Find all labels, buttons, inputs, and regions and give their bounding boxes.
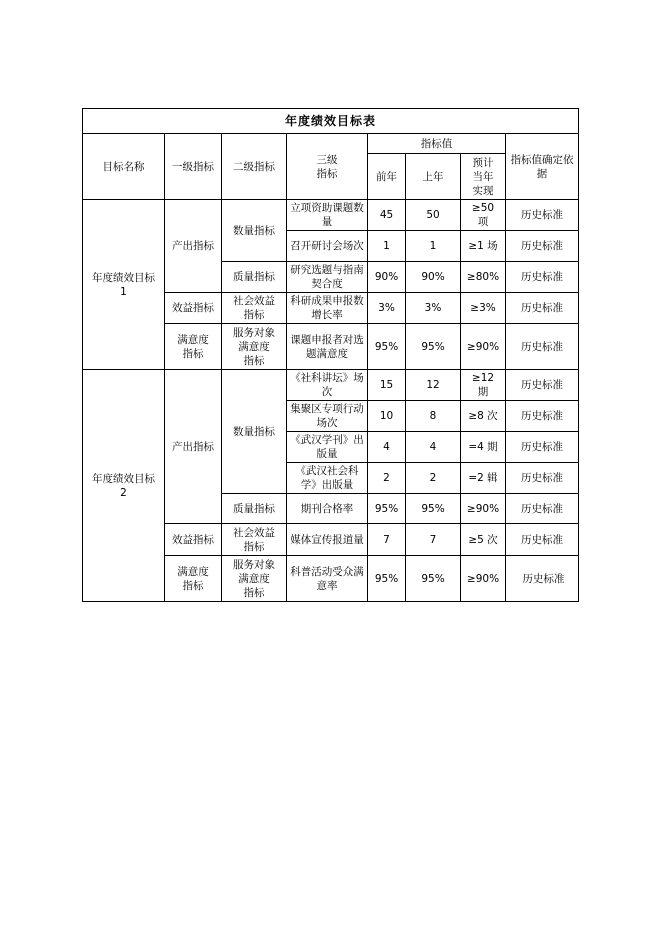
prev-year-value: 95% bbox=[368, 494, 406, 524]
prev-year-value: 1 bbox=[368, 231, 406, 262]
expected-value: ≥90% bbox=[461, 324, 506, 370]
expected-value: ≥80% bbox=[461, 262, 506, 293]
level2-quantity: 数量指标 bbox=[222, 370, 287, 494]
basis-value: 历史标准 bbox=[506, 432, 579, 463]
prev-year-value: 90% bbox=[368, 262, 406, 293]
expected-value: =4 期 bbox=[461, 432, 506, 463]
expected-value: ≥8 次 bbox=[461, 401, 506, 432]
expected-value: ≥50 项 bbox=[461, 200, 506, 231]
indicator: 集聚区专项行动场次 bbox=[287, 401, 368, 432]
prev-year-value: 10 bbox=[368, 401, 406, 432]
indicator: 《武汉学刊》出版量 bbox=[287, 432, 368, 463]
level1-output: 产出指标 bbox=[165, 370, 222, 524]
prev-year-value: 95% bbox=[368, 556, 406, 602]
header-level2: 二级指标 bbox=[222, 134, 287, 200]
header-goal-name: 目标名称 bbox=[83, 134, 165, 200]
last-year-value: 3% bbox=[406, 293, 461, 324]
basis-value: 历史标准 bbox=[506, 463, 579, 494]
goal-name: 年度绩效目标 2 bbox=[83, 370, 165, 602]
expected-value: =2 辑 bbox=[461, 463, 506, 494]
level2-service-satisfaction: 服务对象 满意度 指标 bbox=[222, 324, 287, 370]
prev-year-value: 3% bbox=[368, 293, 406, 324]
basis-value: 历史标准 bbox=[506, 262, 579, 293]
expected-value: ≥90% bbox=[461, 494, 506, 524]
basis-value: 历史标准 bbox=[506, 401, 579, 432]
indicator: 召开研讨会场次 bbox=[287, 231, 368, 262]
prev-year-value: 15 bbox=[368, 370, 406, 401]
indicator: 科研成果申报数增长率 bbox=[287, 293, 368, 324]
goal-name: 年度绩效目标 1 bbox=[83, 200, 165, 370]
table-row bbox=[83, 370, 579, 401]
level2-service-satisfaction: 服务对象 满意度 指标 bbox=[222, 556, 287, 602]
indicator: 科普活动受众满意率 bbox=[287, 556, 368, 602]
basis-value: 历史标准 bbox=[506, 556, 579, 602]
header-last-year: 上年 bbox=[406, 154, 461, 200]
level1-satisfaction: 满意度 指标 bbox=[165, 324, 222, 370]
header-basis: 指标值确定依据 bbox=[506, 134, 579, 200]
level2-quality: 质量指标 bbox=[222, 262, 287, 293]
level1-satisfaction: 满意度 指标 bbox=[165, 556, 222, 602]
level2-social-benefit: 社会效益 指标 bbox=[222, 293, 287, 324]
level1-output: 产出指标 bbox=[165, 200, 222, 293]
header-level1: 一级指标 bbox=[165, 134, 222, 200]
indicator: 课题申报者对选题满意度 bbox=[287, 324, 368, 370]
indicator: 媒体宣传报道量 bbox=[287, 524, 368, 556]
last-year-value: 95% bbox=[406, 494, 461, 524]
last-year-value: 12 bbox=[406, 370, 461, 401]
last-year-value: 50 bbox=[406, 200, 461, 231]
last-year-value: 2 bbox=[406, 463, 461, 494]
expected-value: ≥1 场 bbox=[461, 231, 506, 262]
expected-value: ≥90% bbox=[461, 556, 506, 602]
header-expected: 预计 当年 实现 bbox=[461, 154, 506, 200]
indicator: 《武汉社会科学》出版量 bbox=[287, 463, 368, 494]
last-year-value: 95% bbox=[406, 324, 461, 370]
header-prev-year: 前年 bbox=[368, 154, 406, 200]
indicator: 研究选题与指南契合度 bbox=[287, 262, 368, 293]
table-row bbox=[83, 200, 579, 231]
last-year-value: 8 bbox=[406, 401, 461, 432]
performance-goals-table bbox=[82, 108, 579, 602]
level2-quality: 质量指标 bbox=[222, 494, 287, 524]
indicator: 期刊合格率 bbox=[287, 494, 368, 524]
level1-benefit: 效益指标 bbox=[165, 524, 222, 556]
prev-year-value: 4 bbox=[368, 432, 406, 463]
last-year-value: 90% bbox=[406, 262, 461, 293]
prev-year-value: 95% bbox=[368, 324, 406, 370]
level1-benefit: 效益指标 bbox=[165, 293, 222, 324]
last-year-value: 4 bbox=[406, 432, 461, 463]
expected-value: ≥12 期 bbox=[461, 370, 506, 401]
level2-quantity: 数量指标 bbox=[222, 200, 287, 262]
basis-value: 历史标准 bbox=[506, 494, 579, 524]
last-year-value: 95% bbox=[406, 556, 461, 602]
basis-value: 历史标准 bbox=[506, 231, 579, 262]
basis-value: 历史标准 bbox=[506, 370, 579, 401]
basis-value: 历史标准 bbox=[506, 200, 579, 231]
level2-social-benefit: 社会效益 指标 bbox=[222, 524, 287, 556]
last-year-value: 1 bbox=[406, 231, 461, 262]
header-indicator-value: 指标值 bbox=[368, 134, 506, 154]
basis-value: 历史标准 bbox=[506, 524, 579, 556]
prev-year-value: 2 bbox=[368, 463, 406, 494]
indicator: 立项资助课题数量 bbox=[287, 200, 368, 231]
header-level3: 三级 指标 bbox=[287, 134, 368, 200]
last-year-value: 7 bbox=[406, 524, 461, 556]
expected-value: ≥3% bbox=[461, 293, 506, 324]
prev-year-value: 7 bbox=[368, 524, 406, 556]
basis-value: 历史标准 bbox=[506, 324, 579, 370]
indicator: 《社科讲坛》场次 bbox=[287, 370, 368, 401]
expected-value: ≥5 次 bbox=[461, 524, 506, 556]
table-title: 年度绩效目标表 bbox=[83, 109, 579, 134]
prev-year-value: 45 bbox=[368, 200, 406, 231]
basis-value: 历史标准 bbox=[506, 293, 579, 324]
